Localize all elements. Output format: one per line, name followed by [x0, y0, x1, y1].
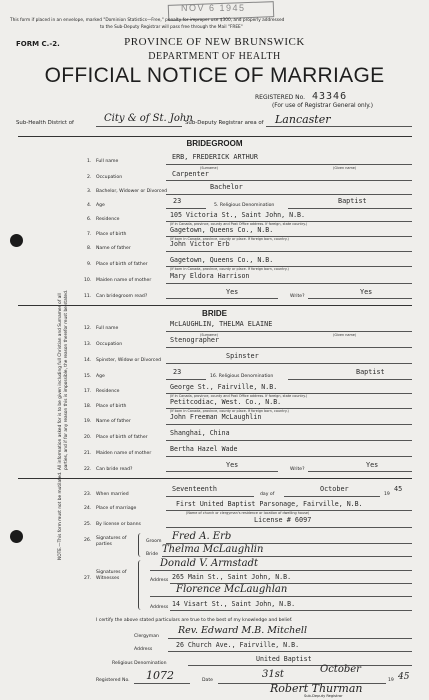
- witness2-address: 14 Visart St., Saint John, N.B.: [172, 600, 296, 608]
- age-label: Age: [96, 374, 105, 379]
- row-number: 17.: [84, 389, 92, 394]
- groom-name-line: [166, 164, 412, 165]
- groom-residence: 105 Victoria St., Saint John, N.B.: [170, 211, 305, 219]
- row-number: 9.: [87, 262, 92, 267]
- given-name-caption: (Given name): [333, 166, 357, 170]
- district-value: City & of St. John: [104, 113, 193, 124]
- marriage-place: First United Baptist Parsonage, Fairville, N.B.: [176, 500, 363, 508]
- place-caption: (Name of church or clergyman's residence or location of dwelling house): [186, 511, 310, 515]
- marriage-day: Seventeenth: [172, 485, 218, 493]
- groom-read-line: [166, 298, 278, 299]
- witness2-address-label: Address: [150, 605, 169, 610]
- groom-can-read: Yes: [226, 288, 239, 296]
- district-line: [96, 126, 182, 127]
- birthplace-label: Place of birth: [96, 404, 127, 409]
- bride-can-write: Yes: [366, 461, 379, 469]
- side-note-1: NOTE.—This form must not be mutilated. All information asked for is to be given including full Christian and Surnames of all: [58, 293, 63, 560]
- clergy-address-line: [168, 651, 412, 652]
- bride-signature: Thelma McLaughlin: [162, 544, 264, 555]
- certification-statement: I certify the above stated particulars are true to the best of my knowledge and belief.: [96, 618, 293, 623]
- birthplace-caption: (If born in Canada, province, county or place. If foreign born, country.): [170, 409, 289, 413]
- bride-write-line: [308, 471, 412, 472]
- residence-label: Residence: [96, 217, 120, 222]
- witness2-sign-line: [150, 596, 412, 597]
- marriage-month-line: [284, 496, 380, 497]
- groom-status: Bachelor: [210, 183, 243, 191]
- registered-number: 43346: [312, 91, 348, 102]
- license-label: By license or banns: [96, 522, 141, 527]
- groom-mother-line: [166, 283, 412, 284]
- occupation-label: Occupation: [96, 175, 123, 180]
- row-number: 22.: [84, 467, 92, 472]
- row-number: 27.: [84, 576, 92, 581]
- row-number: 24.: [84, 506, 92, 511]
- birthplace-label: Place of birth: [96, 232, 127, 237]
- bride-occupation: Stenographer: [170, 336, 220, 344]
- district-label: Sub-Health District of: [16, 120, 74, 126]
- read-label: Can bridegroom read?: [96, 294, 148, 299]
- mother-name-label: Maiden name of mother: [96, 451, 152, 456]
- registered-label: REGISTERED No.: [255, 94, 306, 101]
- groom-religion: Baptist: [338, 197, 367, 205]
- marriage-month: October: [320, 485, 349, 493]
- footer-date-day: 31st: [262, 669, 284, 680]
- province-heading: PROVINCE OF NEW BRUNSWICK: [124, 36, 305, 48]
- surname-caption: (Surname): [200, 166, 218, 170]
- header-divider: [18, 136, 412, 137]
- form-code: FORM C.-2.: [16, 40, 60, 48]
- year-prefix: 19: [384, 492, 390, 497]
- bride-heading: BRIDE: [202, 309, 227, 318]
- father-birthplace-caption: (If born in Canada, province, county or place. If foreign born, country.): [170, 267, 289, 271]
- bride-father-line: [166, 424, 412, 425]
- parties-brace: [138, 533, 143, 557]
- groom-father-name: John Victor Erb: [170, 240, 230, 248]
- groom-full-name: ERB, FREDERICK ARTHUR: [172, 153, 258, 161]
- area-value: Lancaster: [275, 113, 331, 126]
- bride-read-line: [166, 471, 278, 472]
- given-name-caption: (Given name): [333, 333, 357, 337]
- bride-sign-label: Bride: [146, 552, 159, 557]
- mother-name-label: Maiden name of mother: [96, 278, 152, 283]
- bride-occupation-line: [166, 347, 412, 348]
- stamp-date: NOV 6 1945: [181, 3, 246, 13]
- row-number: 20.: [84, 435, 92, 440]
- status-label: Spinster, Widow or Divorced: [96, 358, 162, 363]
- row-number: 7.: [87, 232, 92, 237]
- father-name-label: Name of father: [96, 419, 131, 424]
- row-number: 8.: [87, 246, 92, 251]
- bride-residence: George St., Fairville, N.B.: [170, 383, 278, 391]
- bride-age: 23: [173, 368, 182, 376]
- groom-father-line: [166, 251, 412, 252]
- bride-status: Spinster: [226, 352, 259, 360]
- bride-religion: Baptist: [356, 368, 385, 376]
- marriage-day-line: [166, 496, 254, 497]
- area-label: Sub-Deputy Registrar area of: [185, 120, 264, 126]
- witness1-sign-line: [150, 570, 412, 571]
- footer-date-label: Date: [202, 678, 213, 683]
- row-number: 6.: [87, 217, 92, 222]
- full-name-label: Full name: [96, 159, 119, 164]
- bride-full-name: McLAUGHLIN, THELMA ELAINE: [170, 320, 273, 328]
- license-line: [166, 527, 412, 528]
- row-number: 12.: [84, 326, 92, 331]
- groom-occupation: Carpenter: [172, 170, 209, 178]
- footer-registered-value: 1072: [146, 669, 174, 682]
- groom-father-birthplace: Gagetown, Queens Co., N.B.: [170, 256, 274, 264]
- row-number: 10.: [84, 278, 92, 283]
- row-number: 4.: [87, 203, 92, 208]
- license-value: License # 6097: [254, 516, 312, 524]
- punch-hole-top: [10, 234, 23, 247]
- page-title: OFFICIAL NOTICE OF MARRIAGE: [44, 64, 385, 87]
- father-name-label: Name of father: [96, 246, 131, 251]
- punch-hole-bottom: [10, 530, 23, 543]
- occupation-label: Occupation: [96, 342, 123, 347]
- full-name-label: Full name: [96, 326, 119, 331]
- bride-divider: [18, 478, 412, 479]
- row-number: 11.: [84, 294, 92, 299]
- row-number: 19.: [84, 419, 92, 424]
- witness2-signature: Florence McLaughlan: [176, 584, 288, 595]
- clergyman-label: Clergyman: [134, 634, 159, 639]
- groom-occupation-line: [166, 180, 412, 181]
- father-birthplace-label: Place of birth of father: [96, 262, 148, 267]
- row-number: 14.: [84, 358, 92, 363]
- read-label: Can bride read?: [96, 467, 133, 472]
- bride-status-line: [166, 363, 412, 364]
- residence-label: Residence: [96, 389, 120, 394]
- groom-age-line: [166, 208, 206, 209]
- day-of-label: day of: [260, 492, 275, 497]
- row-number: 18.: [84, 404, 92, 409]
- row-number: 3.: [87, 189, 92, 194]
- clergy-address-label: Address: [134, 647, 153, 652]
- witnesses-label: Signatures of Witnesses: [96, 570, 127, 581]
- registrar-signature: Robert Thurman: [270, 682, 363, 695]
- groom-sign-label: Groom: [146, 539, 162, 544]
- witness1-address-label: Address: [150, 578, 169, 583]
- groom-can-write: Yes: [360, 288, 373, 296]
- clergy-address: 26 Church Ave., Fairville, N.B.: [176, 641, 300, 649]
- groom-age: 23: [173, 197, 182, 205]
- side-note-2: parties, and if for any reason this is impossible, the reason therefor must be stated.: [64, 289, 69, 470]
- age-label: Age: [96, 203, 105, 208]
- residence-caption: (If in Canada, province, county and Post Office address. If foreign, state country.): [170, 394, 308, 398]
- groom-write-line: [308, 298, 412, 299]
- bride-name-line: [166, 331, 412, 332]
- footer-date-month: October: [320, 664, 361, 675]
- bride-birthplace: Petitcodiac, West. Co., N.B.: [170, 398, 282, 406]
- footer-year: 45: [398, 672, 410, 682]
- clergyman-line: [168, 638, 412, 639]
- postage-note-1: This form if placed in an envelope, marked "Dominion Statistics—Free," penalty for improper use $300, and properly addressed: [10, 18, 285, 23]
- footer-registered-label: Registered No.: [96, 678, 130, 683]
- bride-age-line: [166, 379, 206, 380]
- bride-sign-line: [162, 556, 412, 557]
- row-number: 1.: [87, 159, 92, 164]
- registrar-note: (For use of Registrar General only.): [272, 103, 374, 109]
- footer-year-prefix: 19: [388, 678, 394, 683]
- clergyman-signature: Rev. Edward M.B. Mitchell: [178, 625, 307, 636]
- birthplace-caption: (If born in Canada, province, county or place. If foreign born, country.): [170, 237, 289, 241]
- groom-mother-name: Mary Eldora Harrison: [170, 272, 250, 280]
- row-number: 26.: [84, 538, 92, 543]
- area-line: [266, 126, 412, 127]
- parties-signatures-label: Signatures of parties: [96, 536, 127, 547]
- bride-religion-line: [288, 379, 412, 380]
- denomination-label: Religious Denomination: [112, 661, 167, 666]
- groom-birthplace: Gagetown, Queens Co., N.B.: [170, 226, 274, 234]
- row-number: 15.: [84, 374, 92, 379]
- row-number: 13.: [84, 342, 92, 347]
- registrar-label: Sub-Deputy Registrar: [304, 694, 343, 698]
- groom-divider: [18, 305, 412, 306]
- row-number: 21.: [84, 451, 92, 456]
- row-number: 25.: [84, 522, 92, 527]
- when-married-label: When married: [96, 492, 129, 497]
- row-number: 23.: [84, 492, 92, 497]
- surname-caption: (Surname): [200, 333, 218, 337]
- bride-mother-line: [166, 456, 412, 457]
- bride-father-name: John Freeman McLaughlin: [170, 413, 262, 421]
- denomination-line: [188, 665, 412, 666]
- religion-label: 16. Religious Denomination: [210, 374, 274, 379]
- row-number: 2.: [87, 175, 92, 180]
- witness2-address-line: [170, 610, 412, 611]
- bride-father-birthplace: Shanghai, China: [170, 429, 230, 437]
- witness1-address: 265 Main St., Saint John, N.B.: [172, 573, 292, 581]
- groom-status-line: [166, 194, 412, 195]
- place-of-marriage-label: Place of marriage: [96, 506, 137, 511]
- denomination-value: United Baptist: [256, 655, 312, 663]
- father-birthplace-label: Place of birth of father: [96, 435, 148, 440]
- department-heading: DEPARTMENT OF HEALTH: [148, 51, 281, 62]
- groom-religion-line: [288, 208, 412, 209]
- bride-mother-name: Bertha Hazel Wade: [170, 445, 238, 453]
- residence-caption: (If in Canada, province, county and Post Office address. If foreign, state country.): [170, 222, 308, 226]
- footer-registered-line: [134, 683, 190, 684]
- religion-label: 5. Religious Denomination: [214, 203, 275, 208]
- witnesses-brace: [138, 560, 143, 610]
- bride-can-read: Yes: [226, 461, 239, 469]
- marriage-year: 45: [394, 485, 403, 493]
- write-label: Write?: [290, 294, 305, 299]
- write-label: Write?: [290, 467, 305, 472]
- witness1-signature: Donald V. Armstadt: [160, 558, 259, 569]
- bride-father-birthplace-line: [166, 440, 412, 441]
- postage-note-2: to the Sub-Deputy Registrar will pass free through the Mail "FREE": [100, 25, 243, 30]
- status-label: Bachelor, Widower or Divorced: [96, 189, 168, 194]
- groom-signature: Fred A. Erb: [172, 531, 232, 542]
- bridegroom-heading: BRIDEGROOM: [186, 139, 243, 148]
